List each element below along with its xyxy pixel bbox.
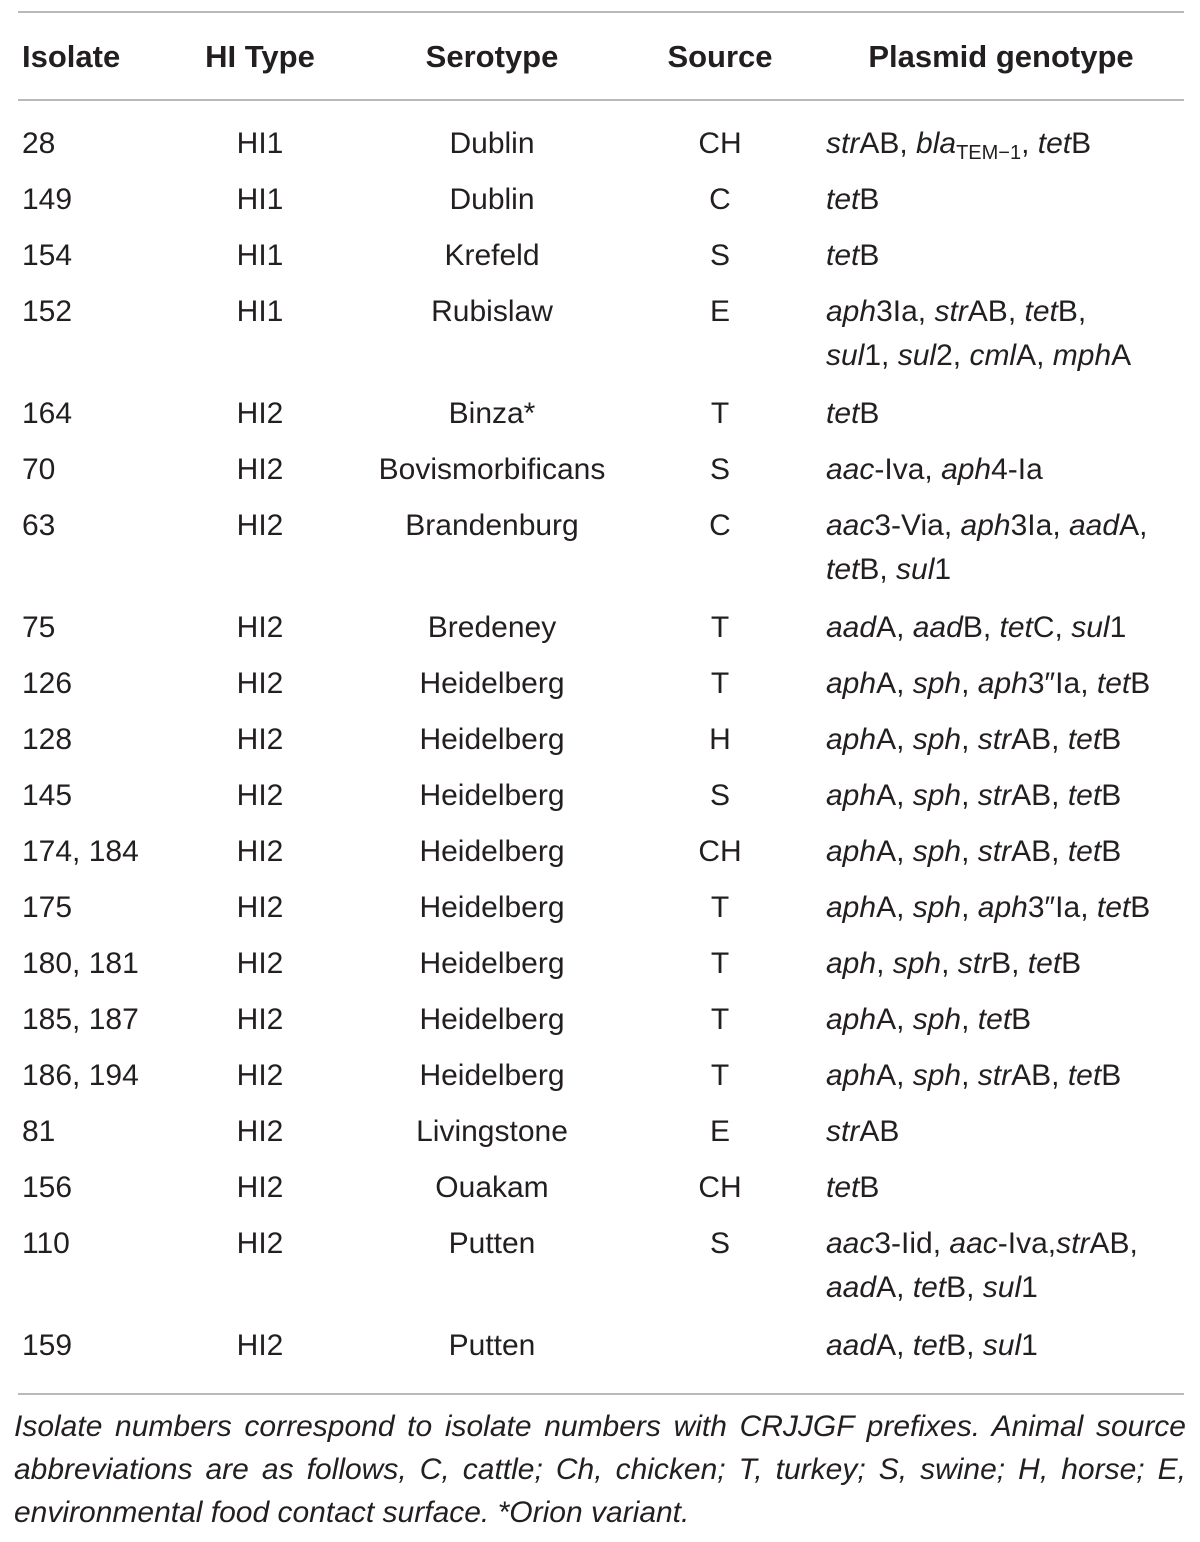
cell-plasmid-genotype bbox=[826, 718, 1121, 762]
cell-hi-type: HI2 bbox=[236, 611, 284, 644]
cell-isolate: 75 bbox=[22, 611, 56, 644]
cell-isolate: 174, 184 bbox=[22, 835, 139, 868]
table-footnote: Isolate numbers correspond to isolate numbers with CRJJGF prefixes. Animal source abbreviations are as follows, C, cattle; Ch, chicken; T, turkey; S, swine; H, horse; E, environmental food contact surface. *Orion variant. bbox=[14, 1410, 1186, 1529]
cell-plasmid-genotype bbox=[826, 234, 879, 278]
cell-hi-type: HI2 bbox=[236, 835, 284, 868]
genotype-line: tetB bbox=[826, 1171, 880, 1204]
cell-source: S bbox=[709, 1227, 730, 1260]
cell-plasmid-genotype bbox=[826, 1054, 1121, 1098]
cell-plasmid-genotype bbox=[826, 448, 1043, 492]
cell-hi-type: HI1 bbox=[236, 295, 284, 328]
cell-hi-type: HI2 bbox=[236, 453, 284, 486]
cell-plasmid-genotype bbox=[826, 122, 1091, 175]
cell-hi-type: HI2 bbox=[236, 667, 284, 700]
cell-source: CH bbox=[698, 1171, 742, 1204]
genotype-line: aph3Ia, strAB, tetB, bbox=[826, 295, 1087, 328]
cell-serotype: Heidelberg bbox=[419, 779, 565, 812]
cell-isolate: 70 bbox=[22, 453, 56, 486]
cell-isolate: 186, 194 bbox=[22, 1059, 139, 1092]
cell-hi-type: HI2 bbox=[236, 1227, 284, 1260]
header-hi-type: HI Type bbox=[205, 39, 315, 74]
cell-plasmid-genotype bbox=[826, 1110, 899, 1154]
cell-source: T bbox=[710, 397, 730, 430]
cell-plasmid-genotype bbox=[826, 830, 1121, 874]
cell-serotype: Bredeney bbox=[427, 611, 557, 644]
cell-serotype: Binza* bbox=[448, 397, 536, 430]
cell-isolate: 128 bbox=[22, 723, 73, 756]
genotype-line: aac-Iva, aph4-Ia bbox=[826, 453, 1043, 486]
cell-hi-type: HI2 bbox=[236, 779, 284, 812]
cell-source: T bbox=[710, 947, 730, 980]
cell-isolate: 154 bbox=[22, 239, 73, 272]
cell-hi-type: HI2 bbox=[236, 723, 284, 756]
cell-isolate: 28 bbox=[22, 127, 56, 160]
cell-hi-type: HI2 bbox=[236, 1115, 284, 1148]
cell-source: T bbox=[710, 667, 730, 700]
cell-plasmid-genotype bbox=[826, 178, 879, 222]
cell-serotype: Heidelberg bbox=[419, 891, 565, 924]
cell-plasmid-genotype bbox=[826, 886, 1150, 930]
cell-isolate: 156 bbox=[22, 1171, 73, 1204]
cell-source: E bbox=[709, 295, 730, 328]
cell-serotype: Heidelberg bbox=[419, 667, 565, 700]
cell-plasmid-genotype bbox=[826, 392, 879, 436]
cell-isolate: 145 bbox=[22, 779, 73, 812]
cell-isolate: 81 bbox=[22, 1115, 56, 1148]
genotype-line: aphA, sph, tetB bbox=[826, 1003, 1032, 1036]
cell-source: C bbox=[709, 509, 731, 542]
cell-hi-type: HI2 bbox=[236, 891, 284, 924]
cell-hi-type: HI2 bbox=[236, 947, 284, 980]
cell-source: T bbox=[710, 1059, 730, 1092]
genotype-line: sul1, sul2, cmlA, mphA bbox=[826, 339, 1132, 372]
cell-isolate: 126 bbox=[22, 667, 73, 700]
cell-source: S bbox=[709, 239, 730, 272]
cell-hi-type: HI2 bbox=[236, 1171, 284, 1204]
genotype-line: aac3-Iid, aac-Iva,strAB, bbox=[826, 1227, 1138, 1260]
cell-isolate: 63 bbox=[22, 509, 56, 542]
cell-plasmid-genotype bbox=[826, 1166, 879, 1210]
genotype-line: aphA, sph, aph3″Ia, tetB bbox=[826, 891, 1151, 924]
genotype-line: aadA, aadB, tetC, sul1 bbox=[826, 611, 1127, 644]
cell-serotype: Bovismorbificans bbox=[378, 453, 606, 486]
cell-isolate: 159 bbox=[22, 1329, 73, 1362]
cell-plasmid-genotype bbox=[826, 290, 1131, 378]
cell-plasmid-genotype bbox=[826, 504, 1147, 592]
cell-isolate: 175 bbox=[22, 891, 73, 924]
cell-hi-type: HI2 bbox=[236, 509, 284, 542]
cell-serotype: Dublin bbox=[449, 183, 535, 216]
cell-source: E bbox=[709, 1115, 730, 1148]
cell-hi-type: HI2 bbox=[236, 1059, 284, 1092]
cell-isolate: 110 bbox=[22, 1227, 70, 1260]
genotype-line: aphA, sph, strAB, tetB bbox=[826, 1059, 1122, 1092]
cell-serotype: Livingstone bbox=[416, 1115, 568, 1148]
cell-isolate: 164 bbox=[22, 397, 73, 430]
cell-hi-type: HI1 bbox=[236, 127, 284, 160]
cell-serotype: Rubislaw bbox=[431, 295, 553, 328]
cell-hi-type: HI1 bbox=[236, 183, 284, 216]
cell-source: CH bbox=[698, 835, 742, 868]
cell-source: S bbox=[709, 453, 730, 486]
cell-plasmid-genotype bbox=[826, 662, 1150, 706]
cell-isolate: 149 bbox=[22, 183, 73, 216]
genotype-line: aph, sph, strB, tetB bbox=[826, 947, 1082, 980]
genotype-line: strAB, bla$_{TEM-1}$, tetB bbox=[826, 127, 1092, 164]
cell-source: T bbox=[710, 1003, 730, 1036]
table-top-rule bbox=[18, 11, 1184, 13]
cell-source: S bbox=[709, 779, 730, 812]
genotype-line: aadA, tetB, sul1 bbox=[826, 1329, 1038, 1362]
cell-source: H bbox=[709, 723, 731, 756]
cell-plasmid-genotype bbox=[826, 1324, 1038, 1368]
cell-plasmid-genotype bbox=[826, 942, 1081, 986]
header-source: Source bbox=[667, 39, 773, 74]
genotype-line: aadA, tetB, sul1 bbox=[826, 1271, 1038, 1304]
cell-serotype: Putten bbox=[448, 1227, 536, 1260]
header-plasmid-genotype: Plasmid genotype bbox=[868, 39, 1134, 74]
cell-source: C bbox=[709, 183, 731, 216]
header-serotype: Serotype bbox=[425, 39, 559, 74]
table-header-rule bbox=[18, 99, 1184, 101]
cell-serotype: Krefeld bbox=[444, 239, 540, 272]
cell-serotype: Dublin bbox=[449, 127, 535, 160]
cell-hi-type: HI2 bbox=[236, 1003, 284, 1036]
cell-serotype: Ouakam bbox=[435, 1171, 549, 1204]
genotype-line: aac3-Via, aph3Ia, aadA, bbox=[826, 509, 1148, 542]
cell-plasmid-genotype bbox=[826, 1222, 1138, 1310]
cell-serotype: Heidelberg bbox=[419, 1003, 565, 1036]
genotype-line: tetB bbox=[826, 397, 880, 430]
cell-hi-type: HI2 bbox=[236, 1329, 284, 1362]
cell-isolate: 180, 181 bbox=[22, 947, 139, 980]
header-isolate: Isolate bbox=[22, 39, 121, 74]
cell-isolate: 185, 187 bbox=[22, 1003, 139, 1036]
genotype-line: aphA, sph, strAB, tetB bbox=[826, 723, 1122, 756]
genotype-line: tetB bbox=[826, 239, 880, 272]
genotype-line: tetB, sul1 bbox=[826, 553, 952, 586]
table-bottom-rule bbox=[18, 1393, 1184, 1395]
cell-serotype: Putten bbox=[448, 1329, 536, 1362]
cell-source: T bbox=[710, 611, 730, 644]
cell-serotype: Heidelberg bbox=[419, 1059, 565, 1092]
cell-serotype: Heidelberg bbox=[419, 947, 565, 980]
genotype-line: aphA, sph, aph3″Ia, tetB bbox=[826, 667, 1151, 700]
genotype-line: aphA, sph, strAB, tetB bbox=[826, 835, 1122, 868]
cell-source: CH bbox=[698, 127, 742, 160]
cell-plasmid-genotype bbox=[826, 774, 1121, 818]
cell-hi-type: HI1 bbox=[236, 239, 284, 272]
cell-isolate: 152 bbox=[22, 295, 73, 328]
genotype-line: strAB bbox=[826, 1115, 900, 1148]
genotype-line: aphA, sph, strAB, tetB bbox=[826, 779, 1122, 812]
cell-plasmid-genotype bbox=[826, 606, 1126, 650]
cell-serotype: Heidelberg bbox=[419, 835, 565, 868]
cell-source: T bbox=[710, 891, 730, 924]
cell-hi-type: HI2 bbox=[236, 397, 284, 430]
cell-serotype: Heidelberg bbox=[419, 723, 565, 756]
genotype-line: tetB bbox=[826, 183, 880, 216]
cell-plasmid-genotype bbox=[826, 998, 1031, 1042]
cell-serotype: Brandenburg bbox=[405, 509, 579, 542]
